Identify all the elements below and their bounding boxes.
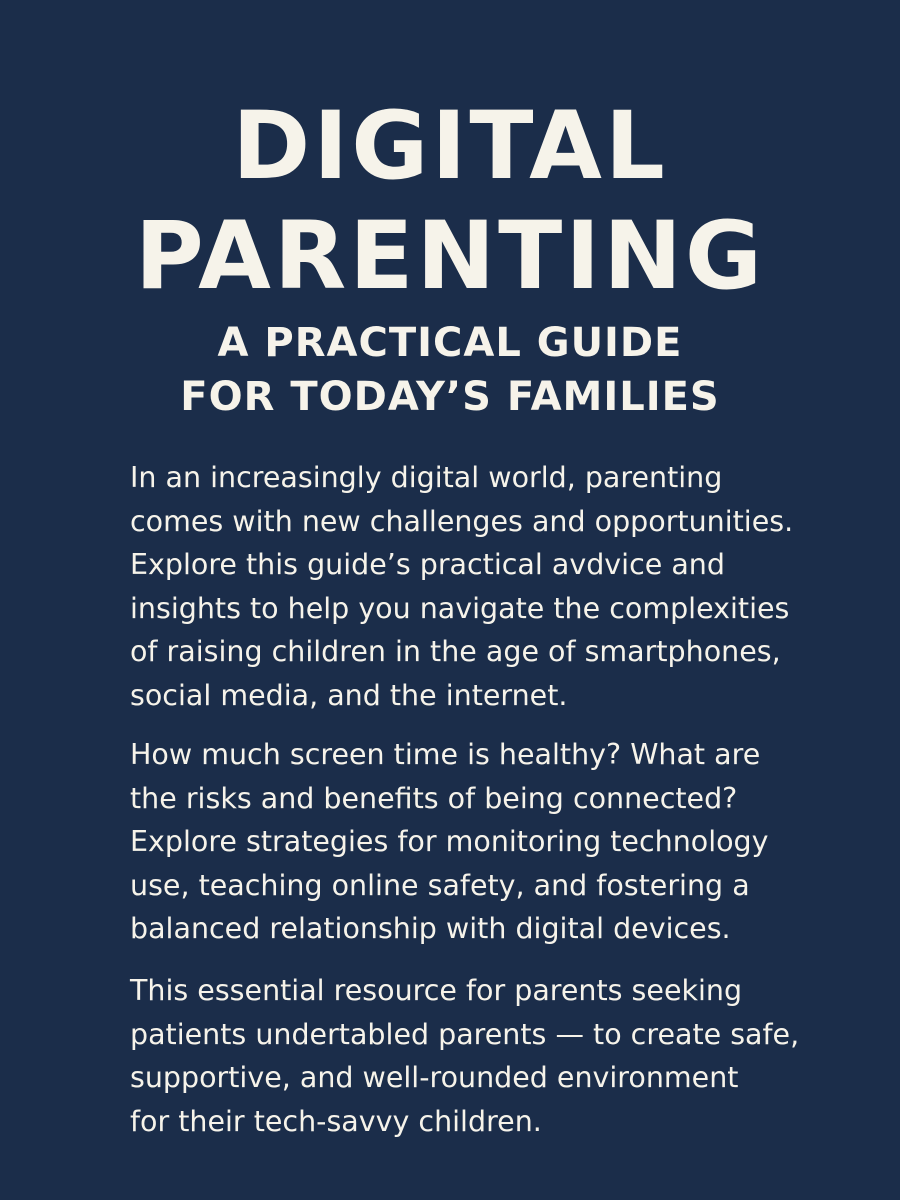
book-title-line: PARENTING [134,202,766,311]
description-paragraph [130,969,830,1143]
paragraph-line: patients undertabled parents — to create safe, [130,1017,800,1051]
paragraph-line: use, teaching online safety, and fostering a [130,868,750,902]
paragraph-line: How much screen time is healthy? What are [130,738,761,771]
paragraph-line: Explore this guide’s practical avdvice and [130,548,725,581]
description-paragraph [130,733,830,951]
book-subtitle-line: FOR TODAY’S FAMILIES [180,374,720,420]
paragraph-line: of raising children in the age of smartphones, [130,635,781,668]
paragraph-line: for their tech-savvy children. [130,1104,542,1138]
paragraph-line: social media, and the internet. [130,678,568,712]
book-title [0,92,900,312]
paragraph-line: the risks and benefits of being connected? [130,781,738,815]
description-paragraph [130,456,830,717]
paragraph-line: supportive, and well-rounded environment [130,1061,739,1094]
paragraph-line: Explore strategies for monitoring technology [130,825,769,858]
book-subtitle-line: A PRACTICAL GUIDE [217,320,683,366]
book-subtitle [0,316,900,424]
paragraph-line: In an increasingly digital world, parenting [130,461,723,494]
paragraph-line: balanced relationship with digital devices. [130,912,731,945]
paragraph-line: comes with new challenges and opportunities. [130,504,794,538]
paragraph-line: This essential resource for parents seeking [130,974,743,1007]
book-title-line: DIGITAL [232,92,668,201]
paragraph-line: insights to help you navigate the complexities [130,591,790,625]
